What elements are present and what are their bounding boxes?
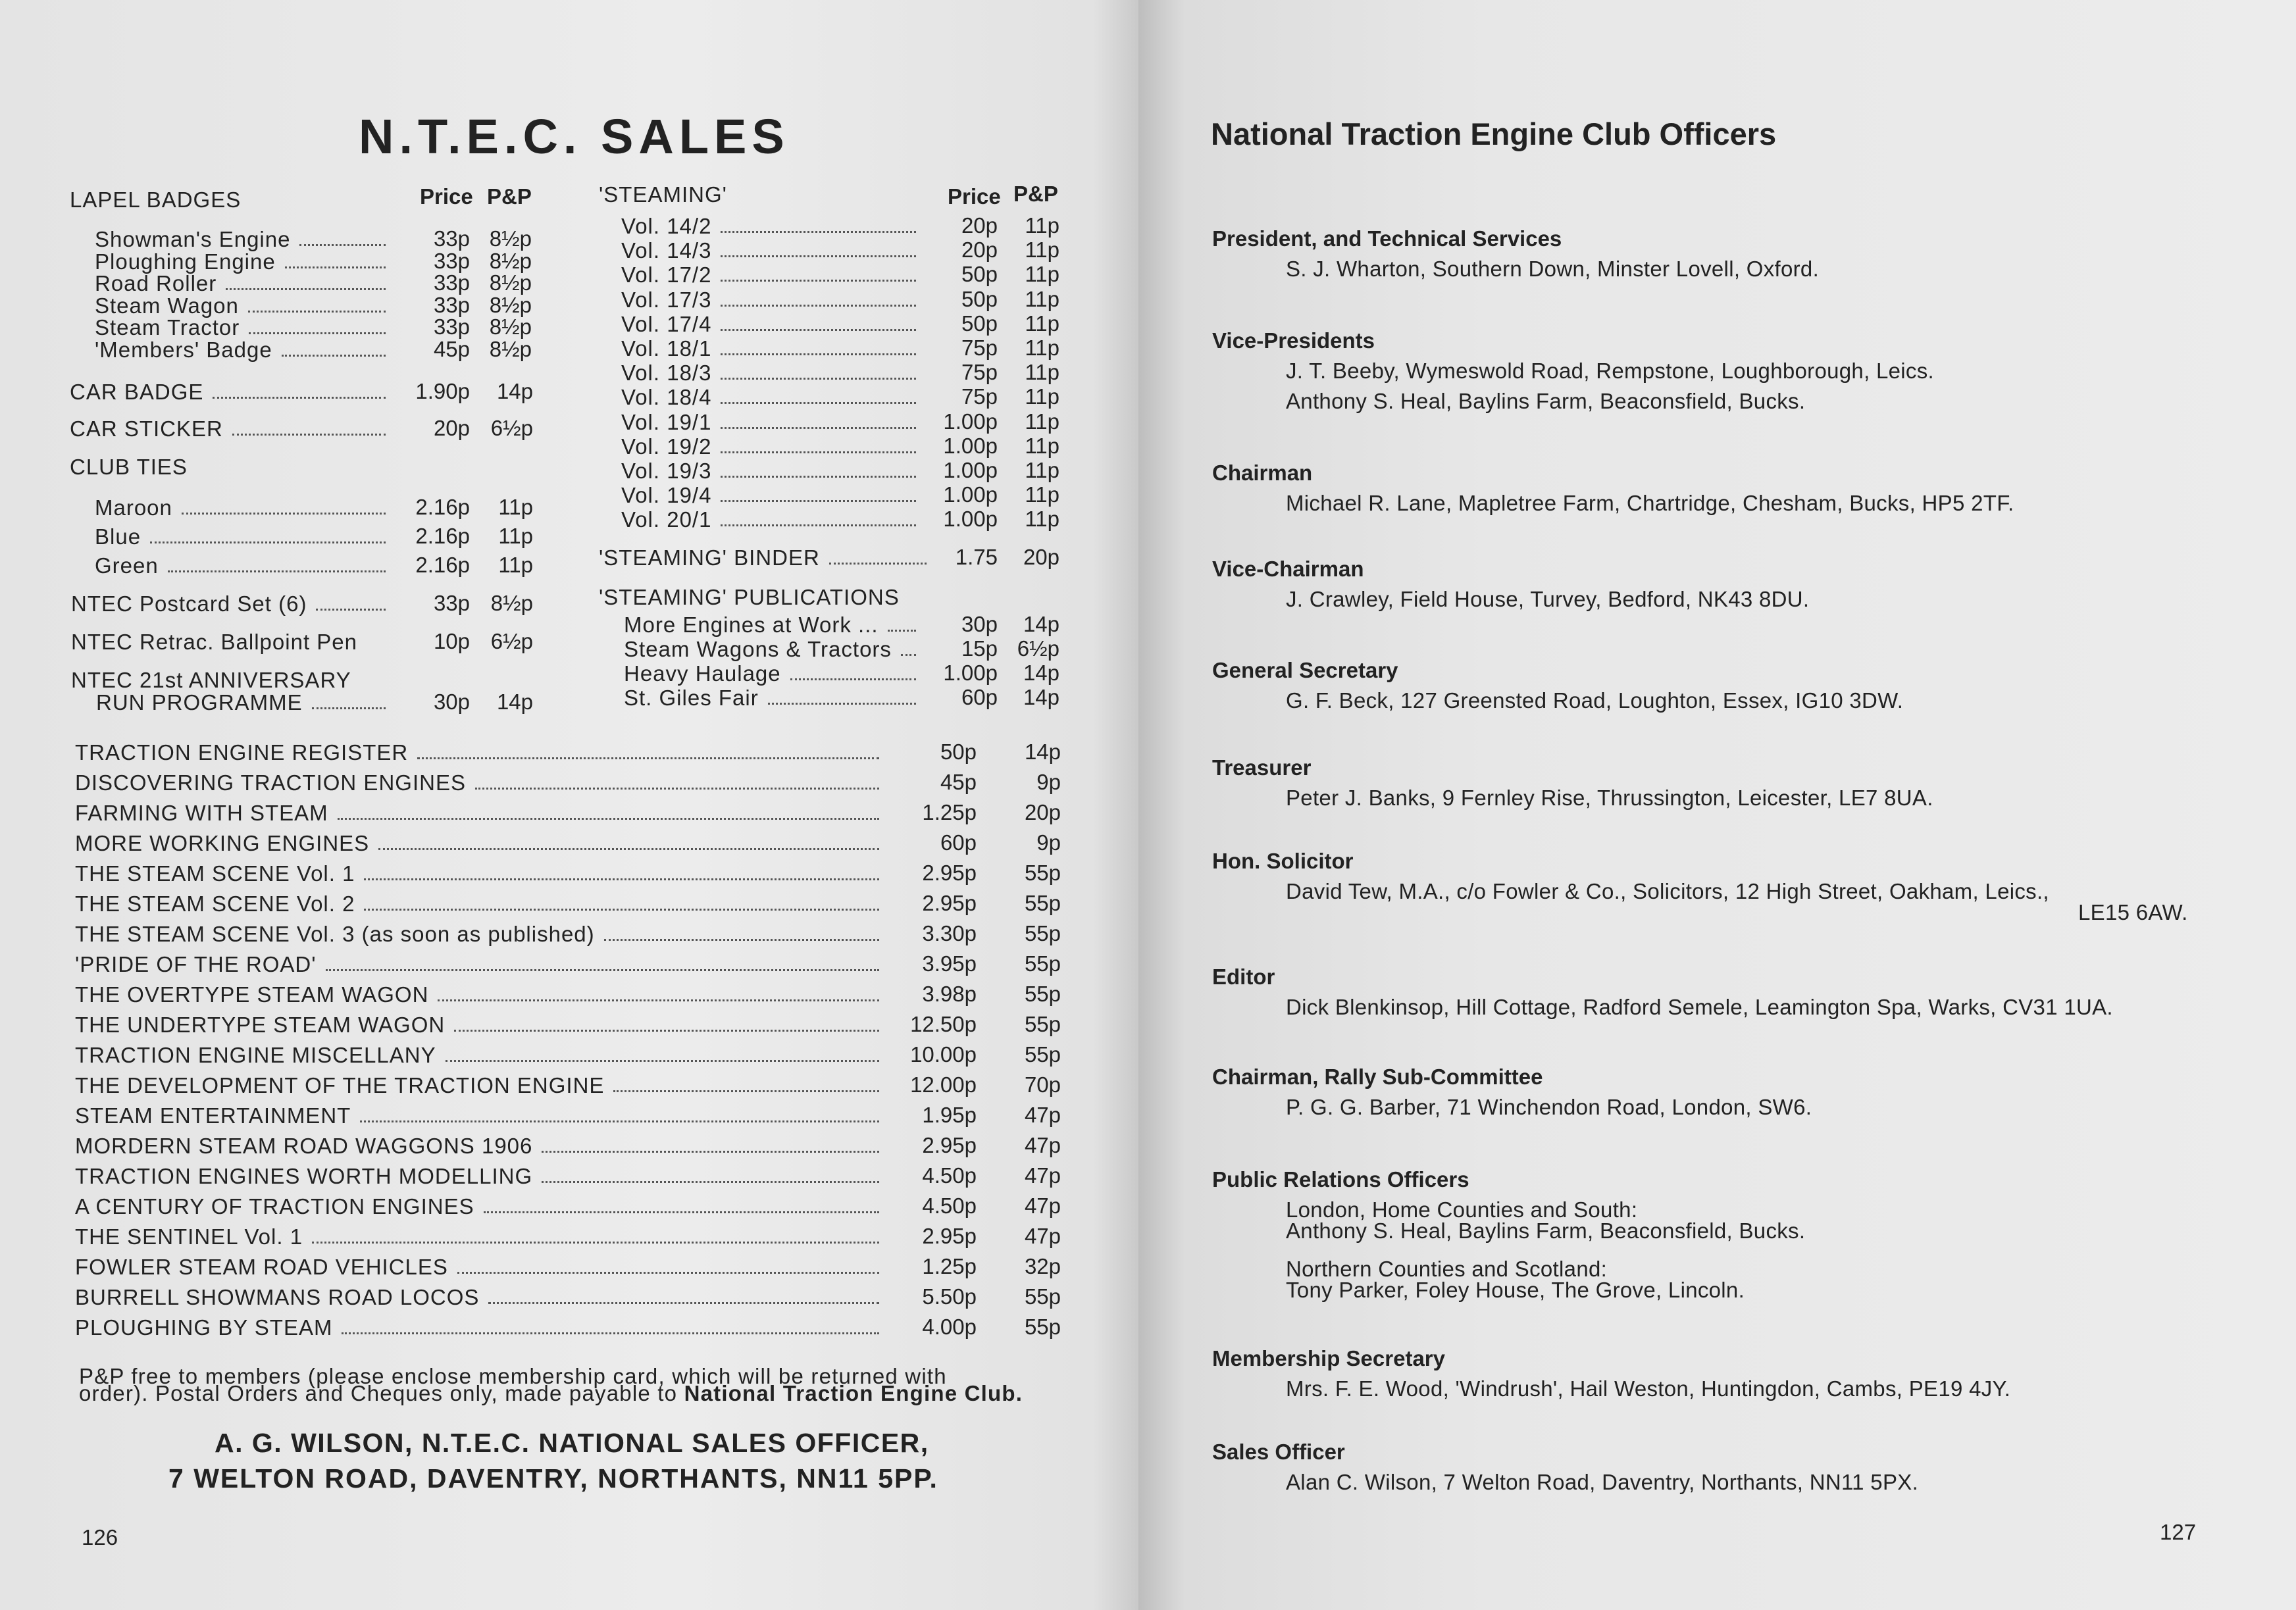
anniversary-label-1: NTEC 21st ANNIVERSARY — [71, 668, 351, 692]
page-number-left: 126 — [82, 1525, 118, 1549]
officer-role: Chairman, Rally Sub-Committee — [1212, 1065, 1543, 1089]
officer-detail: Anthony S. Heal, Baylins Farm, Beaconsfield, Bucks. — [1286, 1219, 1806, 1243]
item-pp: 47p — [1024, 1194, 1061, 1218]
dot-leader — [721, 231, 916, 233]
dot-leader — [542, 1181, 879, 1183]
item-price: 33p — [433, 314, 470, 339]
officer-role: Vice-Chairman — [1212, 557, 1364, 581]
item-pp: 11p — [1025, 311, 1059, 336]
item-label: Vol. 18/3 — [621, 361, 712, 386]
dot-leader — [901, 654, 916, 656]
item-pp: 9p — [1036, 770, 1061, 794]
item-pp: 11p — [1025, 409, 1059, 434]
item-price: 75p — [961, 384, 998, 409]
item-price: 1.00p — [943, 661, 998, 685]
item-label: Vol. 14/3 — [621, 238, 712, 263]
item-price: 10p — [433, 629, 470, 653]
item-pp: 11p — [1025, 238, 1059, 263]
dot-leader — [168, 570, 386, 572]
item-price: 2.95p — [922, 1133, 977, 1157]
right-page-officers — [1138, 0, 2296, 1610]
officer-detail: J. T. Beeby, Wymeswold Road, Rempstone, Loughborough, Leics. — [1286, 359, 1935, 383]
dot-leader — [417, 757, 879, 759]
item-price: 33p — [433, 248, 470, 273]
item-price: 60p — [961, 685, 998, 709]
dot-leader — [829, 563, 927, 565]
sales-officer-line-2: 7 WELTON ROAD, DAVENTRY, NORTHANTS, NN11 5PP. — [168, 1463, 938, 1494]
officer-detail: Mrs. F. E. Wood, 'Windrush', Hail Weston, Huntingdon, Cambs, PE19 4JY. — [1286, 1376, 2011, 1401]
item-pp: 32p — [1024, 1254, 1061, 1278]
item-pp: 14p — [1024, 740, 1061, 764]
item-price: 1.00p — [943, 507, 998, 532]
item-pp: 11p — [1025, 286, 1059, 311]
item-pp: 11p — [1025, 433, 1059, 458]
item-pp: 55p — [1024, 982, 1061, 1006]
item-pp: 6½p — [490, 629, 533, 653]
item-price: 15p — [961, 636, 998, 661]
item-price: 1.90p — [415, 379, 470, 403]
item-pp: 20p — [1024, 800, 1061, 824]
item-price: 4.50p — [922, 1163, 977, 1188]
item-pp: 11p — [498, 524, 533, 548]
officer-detail: G. F. Beck, 127 Greensted Road, Loughton, Essex, IG10 3DW. — [1286, 688, 1904, 713]
publications-heading: 'STEAMING' PUBLICATIONS — [599, 585, 900, 609]
item-label: Blue — [95, 524, 141, 549]
dot-leader — [446, 1060, 879, 1062]
dot-leader — [604, 939, 879, 941]
item-price: 50p — [961, 286, 998, 311]
item-label: Vol. 19/3 — [621, 459, 712, 483]
item-price: 1.00p — [943, 482, 998, 507]
dot-leader — [378, 848, 879, 850]
officer-detail: Northern Counties and Scotland: — [1286, 1257, 1608, 1281]
item-label: Steam Wagon — [95, 293, 239, 318]
item-price: 1.25p — [922, 1254, 977, 1278]
left-page-sales — [0, 0, 1138, 1610]
dot-leader — [721, 255, 916, 257]
item-pp: 55p — [1024, 1012, 1061, 1036]
item-label: Vol. 14/2 — [621, 214, 712, 238]
item-price: 1.25p — [922, 800, 977, 824]
officer-detail: P. G. G. Barber, 71 Winchendon Road, London, SW6. — [1286, 1095, 1812, 1119]
item-label: Vol. 17/2 — [621, 263, 712, 288]
item-label: Heavy Haulage — [624, 661, 781, 686]
dot-leader — [488, 1302, 879, 1304]
item-price: 1.75 — [955, 545, 998, 569]
item-pp: 8½p — [489, 226, 532, 251]
officer-detail: J. Crawley, Field House, Turvey, Bedford, NK43 8DU. — [1286, 587, 1810, 611]
item-label: CAR BADGE — [70, 380, 204, 404]
item-price: 33p — [433, 226, 470, 251]
dot-leader — [226, 288, 386, 290]
item-price: 2.16p — [415, 553, 470, 577]
dot-leader — [721, 427, 916, 429]
item-price: 20p — [433, 416, 470, 440]
item-price: 1.00p — [943, 433, 998, 458]
item-label: THE STEAM SCENE Vol. 1 — [75, 861, 355, 886]
item-pp: 11p — [498, 553, 533, 577]
item-pp: 14p — [1023, 661, 1059, 685]
item-label: PLOUGHING BY STEAM — [75, 1315, 333, 1340]
officer-detail: Dick Blenkinsop, Hill Cottage, Radford Semele, Leamington Spa, Warks, CV31 1UA. — [1286, 995, 2113, 1019]
item-price: 45p — [940, 770, 977, 794]
item-pp: 8½p — [489, 292, 532, 317]
item-pp: 47p — [1024, 1224, 1061, 1248]
item-label: Vol. 17/3 — [621, 287, 712, 312]
dot-leader — [360, 1120, 879, 1122]
item-price: 2.16p — [415, 495, 470, 519]
item-label: TRACTION ENGINE MISCELLANY — [75, 1043, 436, 1067]
item-label: MORDERN STEAM ROAD WAGGONS 1906 — [75, 1134, 533, 1158]
item-price: 50p — [940, 740, 977, 764]
item-price: 2.16p — [415, 524, 470, 548]
item-pp: 6½p — [490, 416, 533, 440]
item-price: 1.95p — [922, 1103, 977, 1127]
item-price: 2.95p — [922, 891, 977, 915]
item-price: 4.50p — [922, 1194, 977, 1218]
item-label: Showman's Engine — [95, 227, 291, 251]
dot-leader — [790, 678, 916, 680]
officer-detail: S. J. Wharton, Southern Down, Minster Lovell, Oxford. — [1286, 257, 1820, 281]
page-number-right: 127 — [2160, 1520, 2197, 1544]
item-label: THE DEVELOPMENT OF THE TRACTION ENGINE — [75, 1073, 605, 1097]
item-pp: 55p — [1024, 1284, 1061, 1309]
item-pp: 11p — [1025, 336, 1059, 360]
officer-detail: LE15 6AW. — [2078, 900, 2188, 924]
item-pp: 14p — [1023, 612, 1059, 636]
item-label: RUN PROGRAMME — [96, 690, 303, 715]
item-label: Vol. 20/1 — [621, 507, 712, 532]
col1-price-header: Price — [420, 184, 473, 209]
item-label: Vol. 18/4 — [621, 385, 712, 410]
item-pp: 70p — [1024, 1072, 1061, 1097]
item-label: Vol. 19/2 — [621, 434, 712, 459]
item-pp: 47p — [1024, 1163, 1061, 1188]
item-label: FARMING WITH STEAM — [75, 801, 328, 825]
item-label: NTEC Postcard Set (6) — [71, 591, 307, 616]
item-pp: 20p — [1023, 545, 1059, 569]
club-name: National Traction Engine Club. — [684, 1381, 1023, 1405]
item-pp: 55p — [1024, 891, 1061, 915]
item-label: THE UNDERTYPE STEAM WAGON — [75, 1013, 446, 1037]
item-label: Maroon — [95, 495, 172, 520]
item-price: 12.00p — [910, 1072, 977, 1097]
item-price: 50p — [961, 311, 998, 336]
dot-leader — [721, 378, 916, 380]
dot-leader — [721, 500, 916, 502]
officer-role: General Secretary — [1212, 658, 1398, 682]
item-label: Steam Wagons & Tractors — [624, 637, 892, 661]
dot-leader — [542, 1151, 879, 1153]
item-price: 33p — [433, 292, 470, 317]
dot-leader — [182, 513, 386, 515]
dot-leader — [326, 969, 879, 971]
officer-detail: Alan C. Wilson, 7 Welton Road, Daventry, Northants, NN11 5PX. — [1286, 1470, 1919, 1494]
item-pp: 11p — [1025, 482, 1059, 507]
item-price: 1.00p — [943, 458, 998, 482]
item-pp: 8½p — [489, 270, 532, 295]
item-label: More Engines at Work ... — [624, 613, 879, 637]
item-pp: 55p — [1024, 951, 1061, 976]
dot-leader — [721, 280, 916, 282]
item-pp: 9p — [1036, 830, 1061, 855]
item-pp: 14p — [496, 379, 533, 403]
item-pp: 14p — [1023, 685, 1059, 709]
item-pp: 8½p — [489, 314, 532, 339]
sales-title: N.T.E.C. SALES — [359, 109, 790, 164]
dot-leader — [475, 788, 879, 790]
item-price: 2.95p — [922, 861, 977, 885]
item-pp: 8½p — [489, 336, 532, 361]
dot-leader — [312, 1242, 879, 1244]
item-price: 33p — [433, 270, 470, 295]
dot-leader — [721, 451, 916, 453]
dot-leader — [338, 818, 879, 820]
item-label: Steam Tractor — [95, 315, 240, 340]
item-label: 'STEAMING' BINDER — [599, 545, 820, 570]
item-label: Vol. 18/1 — [621, 336, 712, 361]
item-label: THE STEAM SCENE Vol. 2 — [75, 892, 355, 916]
item-label: St. Giles Fair — [624, 686, 759, 710]
item-label: TRACTION ENGINE REGISTER — [75, 740, 409, 765]
item-pp: 11p — [1025, 213, 1059, 238]
item-label: Vol. 19/4 — [621, 483, 712, 508]
item-price: 30p — [961, 612, 998, 636]
item-price: 30p — [433, 690, 470, 714]
item-label: Green — [95, 553, 159, 578]
note-line-1: P&P free to members (please enclose membership card, which will be returned with — [79, 1364, 947, 1388]
item-pp: 11p — [1025, 262, 1059, 287]
item-price: 3.95p — [922, 951, 977, 976]
item-pp: 55p — [1024, 861, 1061, 885]
item-pp: 8½p — [490, 591, 533, 615]
dot-leader — [342, 1332, 879, 1334]
item-label: Vol. 19/1 — [621, 409, 712, 434]
item-pp: 8½p — [489, 248, 532, 273]
item-label: NTEC Retrac. Ballpoint Pen — [71, 630, 358, 654]
item-pp: 55p — [1024, 1315, 1061, 1339]
item-label: THE STEAM SCENE Vol. 3 (as soon as published) — [75, 922, 595, 946]
dot-leader — [768, 703, 916, 705]
item-label: Road Roller — [95, 271, 217, 295]
item-label: MORE WORKING ENGINES — [75, 831, 370, 855]
officer-detail: Michael R. Lane, Mapletree Farm, Chartridge, Chesham, Bucks, HP5 2TF. — [1286, 491, 2014, 515]
dot-leader — [721, 353, 916, 355]
item-label: DISCOVERING TRACTION ENGINES — [75, 770, 466, 795]
item-label: THE OVERTYPE STEAM WAGON — [75, 982, 429, 1007]
officer-detail: London, Home Counties and South: — [1286, 1197, 1638, 1222]
item-label: TRACTION ENGINES WORTH MODELLING — [75, 1164, 533, 1188]
lapel-badges-heading: LAPEL BADGES — [70, 188, 242, 212]
item-price: 75p — [961, 336, 998, 360]
item-pp: 47p — [1024, 1133, 1061, 1157]
dot-leader — [484, 1211, 879, 1213]
item-pp: 47p — [1024, 1103, 1061, 1127]
dot-leader — [150, 541, 386, 543]
item-label: BURRELL SHOWMANS ROAD LOCOS — [75, 1285, 480, 1309]
club-ties-heading: CLUB TIES — [70, 455, 188, 479]
officer-role: Editor — [1212, 965, 1275, 989]
officer-role: Public Relations Officers — [1212, 1167, 1469, 1192]
item-label: 'PRIDE OF THE ROAD' — [75, 952, 317, 976]
dot-leader — [316, 609, 386, 611]
dot-leader — [888, 630, 916, 632]
steaming-heading: 'STEAMING' — [599, 182, 727, 207]
item-pp: 11p — [1025, 360, 1059, 385]
item-price: 60p — [940, 830, 977, 855]
dot-leader — [285, 266, 386, 268]
dot-leader — [299, 244, 386, 246]
item-pp: 11p — [1025, 384, 1059, 409]
officer-detail: Tony Parker, Foley House, The Grove, Lincoln. — [1286, 1278, 1745, 1302]
dot-leader — [454, 1030, 879, 1032]
item-price: 20p — [961, 238, 998, 263]
item-price: 3.30p — [922, 921, 977, 945]
officer-detail: Peter J. Banks, 9 Fernley Rise, Thrussington, Leicester, LE7 8UA. — [1286, 786, 1933, 810]
note-line-2 — [79, 1380, 1023, 1407]
dot-leader — [213, 397, 386, 399]
dot-leader — [364, 909, 879, 911]
dot-leader — [613, 1090, 879, 1092]
officer-role: Membership Secretary — [1212, 1346, 1445, 1371]
officer-role: Treasurer — [1212, 755, 1312, 780]
item-label: Ploughing Engine — [95, 249, 276, 274]
item-label: 'Members' Badge — [95, 337, 272, 362]
dot-leader — [721, 476, 916, 478]
item-label: CAR STICKER — [70, 416, 223, 441]
dot-leader — [438, 999, 879, 1001]
officer-role: President, and Technical Services — [1212, 226, 1562, 251]
item-pp: 55p — [1024, 1042, 1061, 1067]
dot-leader — [282, 355, 386, 357]
officers-title: National Traction Engine Club Officers — [1211, 116, 1777, 151]
item-pp: 6½p — [1017, 636, 1059, 661]
item-price: 3.98p — [922, 982, 977, 1006]
item-pp: 14p — [496, 690, 533, 714]
sales-officer-line-1: A. G. WILSON, N.T.E.C. NATIONAL SALES OFFICER, — [215, 1428, 929, 1458]
dot-leader — [364, 878, 879, 880]
item-price: 33p — [433, 591, 470, 615]
dot-leader — [721, 402, 916, 404]
item-pp: 11p — [1025, 458, 1059, 482]
item-pp: 11p — [1025, 507, 1059, 532]
item-label: STEAM ENTERTAINMENT — [75, 1103, 351, 1128]
dot-leader — [721, 329, 916, 331]
item-price: 10.00p — [910, 1042, 977, 1067]
item-price: 12.50p — [910, 1012, 977, 1036]
item-price: 75p — [961, 360, 998, 385]
col2-price-header: Price — [948, 184, 1001, 209]
item-label: Vol. 17/4 — [621, 311, 712, 336]
officer-role: Hon. Solicitor — [1212, 849, 1354, 873]
item-price: 45p — [433, 336, 470, 361]
item-price: 4.00p — [922, 1315, 977, 1339]
col2-pp-header: P&P — [1013, 182, 1058, 206]
item-label: FOWLER STEAM ROAD VEHICLES — [75, 1255, 448, 1279]
officer-detail: David Tew, M.A., c/o Fowler & Co., Solicitors, 12 High Street, Oakham, Leics., — [1286, 879, 2049, 903]
dot-leader — [721, 524, 916, 526]
officer-detail: Anthony S. Heal, Baylins Farm, Beaconsfield, Bucks. — [1286, 389, 1806, 413]
dot-leader — [232, 434, 386, 436]
dot-leader — [312, 707, 386, 709]
item-pp: 55p — [1024, 921, 1061, 945]
item-pp: 11p — [498, 495, 533, 519]
col1-pp-header: P&P — [487, 184, 532, 209]
item-price: 5.50p — [922, 1284, 977, 1309]
item-label: A CENTURY OF TRACTION ENGINES — [75, 1194, 474, 1219]
item-price: 2.95p — [922, 1224, 977, 1248]
dot-leader — [457, 1272, 879, 1274]
officer-role: Sales Officer — [1212, 1440, 1345, 1464]
officer-role: Chairman — [1212, 461, 1313, 485]
dot-leader — [721, 305, 916, 307]
item-price: 1.00p — [943, 409, 998, 434]
dot-leader — [248, 311, 386, 313]
item-price: 20p — [961, 213, 998, 238]
note-text: order). Postal Orders and Cheques only, made payable to — [79, 1381, 684, 1405]
item-label: THE SENTINEL Vol. 1 — [75, 1224, 303, 1249]
dot-leader — [249, 332, 386, 334]
item-price: 50p — [961, 262, 998, 287]
officer-role: Vice-Presidents — [1212, 328, 1375, 353]
